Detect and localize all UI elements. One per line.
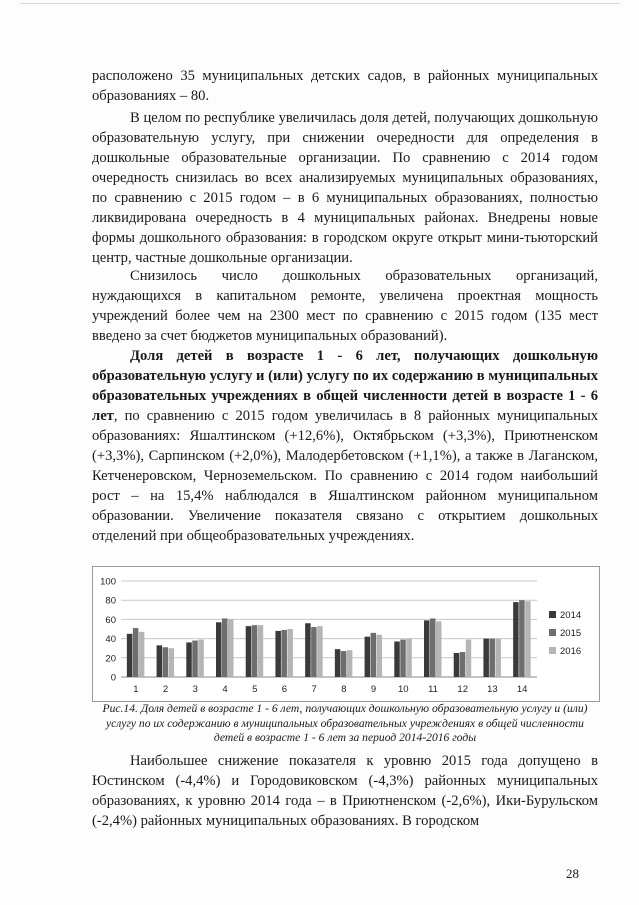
bar-2014 bbox=[483, 639, 489, 677]
bar-2016 bbox=[258, 625, 264, 677]
paragraph-5-text: Наибольшее снижение показателя к уровню 2015 года допущено в Юстинском (-4,4%) и Городовиковском (-4,3%) районных муниципальных образованиях, к уровню 2014 года – в Приютненском (-2,6%), Ики-Бурульском (-2,4%) районных муниципальных образованиях. В городском bbox=[92, 753, 598, 829]
paragraph-2-text: В целом по республике увеличилась доля детей, получающих дошкольную образовательную услугу, при снижении очередности для определения в дошкольные образовательные организации. По сравнению с 2014 годом очередность снизилась во всех анализируемых муниципальных образованиях, по сравнению с 2015 годом – в 6 муниципальных образованиях, полностью ликвидирована очередность в 4 муниципальных районах. Внедрены новые формы дошкольного образования: в городском округе открыт мини-тьюторский центр, частные дошкольные организации. bbox=[92, 110, 598, 266]
paragraph-2 bbox=[92, 108, 598, 268]
bar-2014 bbox=[365, 637, 371, 677]
bar-2014 bbox=[394, 641, 400, 677]
bar-2016 bbox=[436, 621, 442, 677]
legend-swatch-2015 bbox=[549, 629, 556, 636]
y-tick-label: 0 bbox=[110, 672, 116, 684]
bar-2015 bbox=[489, 639, 495, 677]
paragraph-4-text bbox=[92, 346, 598, 546]
x-tick-label: 7 bbox=[311, 684, 317, 695]
y-tick-label: 100 bbox=[100, 576, 116, 588]
bar-2014 bbox=[305, 623, 311, 677]
bar-chart-svg bbox=[93, 567, 599, 701]
legend-label-2016: 2016 bbox=[560, 646, 582, 657]
bar-2016 bbox=[139, 632, 145, 677]
x-tick-label: 1 bbox=[133, 684, 139, 695]
bar-2015 bbox=[460, 652, 466, 677]
bar-2016 bbox=[169, 648, 175, 677]
legend-swatch-2016 bbox=[549, 647, 556, 654]
bar-2015 bbox=[311, 627, 317, 677]
bar-2014 bbox=[513, 602, 519, 677]
bar-2014 bbox=[186, 642, 192, 677]
bar-2015 bbox=[222, 618, 228, 677]
bar-2015 bbox=[371, 633, 377, 677]
paragraph-4-bold: Доля детей в возрасте 1 - 6 лет, получающих дошкольную образовательную услугу и (или) услугу по их содержанию в муниципальных образовательных учреждениях в общей численности детей в возрасте 1 - 6 лет bbox=[92, 348, 598, 424]
bar-2015 bbox=[281, 630, 287, 677]
bar-2016 bbox=[317, 626, 323, 677]
bar-2016 bbox=[287, 629, 293, 677]
x-tick-label: 8 bbox=[341, 684, 347, 695]
x-tick-label: 10 bbox=[397, 684, 409, 695]
bar-2016 bbox=[377, 635, 383, 677]
figure-caption: Рис.14. Доля детей в возрасте 1 - 6 лет, получающих дошкольную образовательную услугу и (или) услугу по их содержанию в муниципальных образовательных учреждениях в общей численности детей в возрасте 1 - 6 лет за период 2014-2016 годы bbox=[102, 702, 588, 744]
bar-2014 bbox=[127, 634, 133, 677]
x-tick-label: 4 bbox=[222, 684, 228, 695]
bar-2014 bbox=[157, 645, 163, 677]
x-tick-label: 3 bbox=[192, 684, 198, 695]
bar-2016 bbox=[525, 601, 531, 677]
x-tick-label: 2 bbox=[162, 684, 169, 695]
bar-2014 bbox=[454, 653, 460, 677]
bar-2016 bbox=[495, 639, 501, 677]
x-tick-label: 11 bbox=[428, 684, 438, 695]
bar-2016 bbox=[466, 640, 472, 677]
bar-2015 bbox=[252, 625, 258, 677]
bar-2015 bbox=[133, 628, 139, 677]
bar-2015 bbox=[519, 600, 525, 677]
x-tick-label: 14 bbox=[516, 684, 528, 695]
paragraph-5 bbox=[92, 751, 598, 831]
x-tick-label: 12 bbox=[457, 684, 469, 695]
legend-label-2015: 2015 bbox=[560, 628, 582, 639]
legend-swatch-2014 bbox=[549, 611, 556, 618]
x-tick-label: 6 bbox=[281, 684, 288, 695]
bar-2014 bbox=[216, 622, 222, 677]
x-tick-label: 5 bbox=[252, 684, 258, 695]
page-number: 28 bbox=[566, 866, 579, 881]
paragraph-3 bbox=[92, 266, 598, 346]
y-tick-label: 40 bbox=[105, 634, 116, 646]
y-tick-label: 20 bbox=[105, 653, 116, 665]
y-tick-label: 60 bbox=[105, 614, 116, 626]
bar-2015 bbox=[163, 647, 169, 677]
bar-2016 bbox=[228, 619, 234, 677]
x-tick-label: 9 bbox=[370, 684, 377, 695]
paragraph-4-rest: , по сравнению с 2015 годом увеличилась в 8 районных муниципальных образованиях: Яшалтинском (+12,6%), Октябрьском (+3,3%), Приютненском (+3,3%), Сарпинском (+2,0%), Малодербетовском (+1,1%), а также в Лаганском, Кетченеровском, Черноземельском. По сравнению с 2014 годом наибольший рост – на 15,4% наблюдался в Яшалтинском районном муниципальном образовании. Увеличение показателя связано с открытием дошкольных отделений при общеобразовательных учреждениях. bbox=[92, 408, 598, 544]
x-tick-label: 13 bbox=[487, 684, 498, 695]
bar-2015 bbox=[192, 641, 198, 677]
paragraph-1 bbox=[92, 66, 598, 106]
bar-2014 bbox=[275, 631, 281, 677]
bar-2014 bbox=[335, 649, 341, 677]
bar-2016 bbox=[406, 639, 412, 677]
bar-2016 bbox=[198, 640, 204, 677]
y-tick-label: 80 bbox=[105, 595, 116, 607]
bar-chart bbox=[92, 566, 600, 702]
bar-2016 bbox=[347, 650, 353, 677]
paragraph-4 bbox=[92, 346, 598, 546]
paragraph-3-text: Снизилось число дошкольных образовательных организаций, нуждающихся в капитальном ремонте, увеличена проектная мощность учреждений более чем на 2300 мест по сравнению с 2015 годом (135 мест введено за счет бюджетов муниципальных образований). bbox=[92, 268, 598, 344]
legend-label-2014: 2014 bbox=[560, 610, 582, 621]
bar-2015 bbox=[400, 640, 406, 677]
bar-2014 bbox=[246, 626, 252, 677]
paragraph-1-text: расположено 35 муниципальных детских садов, в районных муниципальных образованиях – 80. bbox=[92, 68, 598, 104]
scan-edge-line bbox=[20, 3, 620, 4]
bar-2015 bbox=[341, 651, 347, 677]
bar-2015 bbox=[430, 618, 436, 677]
bar-2014 bbox=[424, 620, 430, 677]
